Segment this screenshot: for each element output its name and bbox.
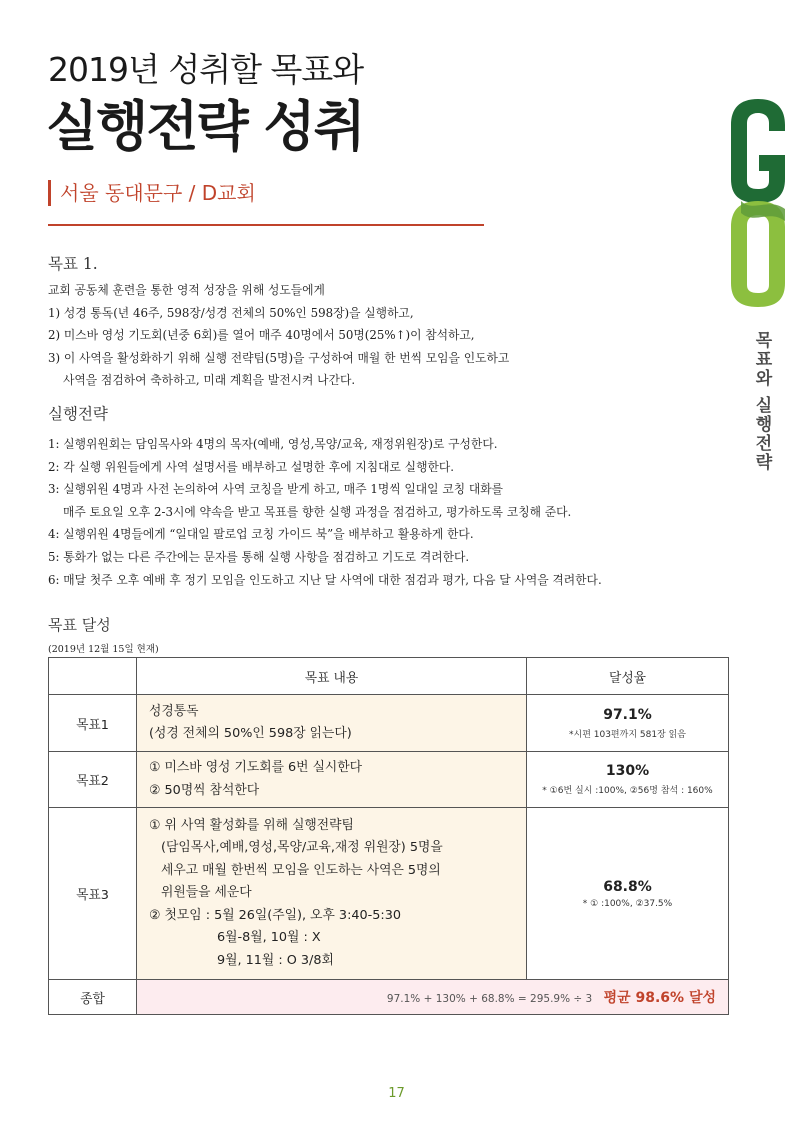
content-line: 9월, 11월 : O 3/8회 [217, 952, 334, 968]
content-line: 6월-8월, 10월 : X [217, 930, 321, 946]
page-number: 17 [388, 1086, 405, 1101]
row-label: 목표2 [49, 752, 137, 808]
table-row [49, 752, 729, 808]
table-total-row [49, 980, 729, 1015]
row-content [137, 808, 527, 980]
page-title: 실행전략 성취 [46, 95, 364, 158]
achievement-table [48, 657, 729, 1015]
header-content: 목표 내용 [137, 658, 527, 695]
row-content [137, 695, 527, 752]
goal1-line: 교회 공동체 훈련을 통한 영적 성장을 위해 성도들에게 [48, 283, 325, 297]
strategy-heading: 실행전략 [48, 405, 108, 423]
row-label: 목표1 [49, 695, 137, 752]
strategy-line: 매주 토요일 오후 2-3시에 약속을 받고 목표를 향한 실행 과정을 점검하고, 평가하도록 코칭해 준다. [63, 504, 572, 519]
row-content [137, 752, 527, 808]
page-subtitle: 2019년 성취할 목표와 [48, 50, 364, 89]
row-rate [527, 808, 729, 980]
rate-note: * ① :100%, ②37.5% [582, 898, 673, 909]
content-line: 위원들을 세운다 [161, 885, 252, 901]
strategy-line: 3: 실행위원 4명과 사전 논의하여 사역 코칭을 받게 하고, 매주 1명씩 일대일 코칭 대화를 [48, 482, 504, 497]
church-divider [48, 224, 484, 226]
rate-note: * ①6번 실시 :100%, ②56명 참석 : 160% [542, 786, 713, 796]
total-result: 평균 98.6% 달성 [603, 990, 716, 1006]
row-label: 목표3 [49, 808, 137, 980]
content-line: 성경통독 [149, 703, 199, 719]
achievement-heading: 목표 달성 [48, 616, 111, 634]
table-row [49, 808, 729, 980]
content-line: (담임목사,예배,영성,목양/교육,재정 위원장) 5명을 [161, 840, 443, 856]
strategy-body [48, 433, 602, 591]
content-line: ② 50명씩 참석한다 [149, 782, 260, 798]
header-empty-cell [49, 658, 137, 695]
total-formula: 97.1% + 130% + 68.8% = 295.9% ÷ 3 [386, 993, 593, 1005]
strategy-line: 4: 실행위원 4명들에게 “일대일 팔로업 코칭 가이드 북”을 배부하고 활용하게 한다. [48, 527, 474, 542]
content-line: (성경 전체의 50%인 598장 읽는다) [149, 726, 352, 741]
strategy-line: 5: 통화가 없는 다른 주간에는 문자를 통해 실행 사항을 점검하고 기도로 격려한다. [48, 549, 470, 564]
rate-note: *시편 103편까지 581장 읽음 [569, 729, 686, 740]
strategy-line: 2: 각 실행 위원들에게 사역 설명서를 배부하고 설명한 후에 지침대로 실행한다. [48, 459, 455, 474]
rate-value: 97.1% [603, 706, 652, 723]
go-logo-icon [729, 97, 787, 307]
content-line: ① 위 사역 활성화를 위해 실행전략팀 [149, 817, 354, 833]
goal1-line: 1) 성경 통독(년 46주, 598장/성경 전체의 50%인 598장)을 실행하고, [48, 305, 414, 320]
rate-value: 68.8% [603, 878, 652, 895]
side-vertical-label [752, 332, 776, 473]
content-line: 세우고 매월 한번씩 모임을 인도하는 사역은 5명의 [161, 862, 441, 878]
strategy-line: 6: 매달 첫주 오후 예배 후 정기 모임을 인도하고 지난 달 사역에 대한 점검과 평가, 다음 달 사역을 격려한다. [48, 572, 602, 587]
goal1-heading: 목표 1. [48, 255, 98, 273]
goal1-line: 2) 미스바 영성 기도회(년중 6회)를 열어 매주 40명에서 50명(25%↑)이 참석하고, [48, 328, 475, 343]
goal1-line: 사역을 점검하여 축하하고, 미래 계획을 발전시켜 나간다. [63, 373, 356, 388]
goal1-body [48, 279, 509, 392]
total-cell [137, 980, 729, 1015]
logo-g-shape [731, 99, 785, 203]
total-label: 종합 [49, 980, 137, 1015]
row-rate [527, 752, 729, 808]
as-of-date: (2019년 12월 15일 현재) [48, 644, 159, 655]
church-name: 서울 동대문구 / D교회 [48, 180, 256, 206]
table-header-row [49, 658, 729, 695]
rate-value: 130% [605, 763, 650, 779]
row-rate [527, 695, 729, 752]
strategy-line: 1: 실행위원회는 담임목사와 4명의 목자(예배, 영성,목양/교육, 재정위원장)로 구성한다. [48, 437, 498, 451]
table-row [49, 695, 729, 752]
content-line: ② 첫모임 : 5월 26일(주일), 오후 3:40-5:30 [149, 907, 402, 923]
content-line: ① 미스바 영성 기도회를 6번 실시한다 [149, 760, 363, 775]
side-vertical-text: 목 표 와 실 행 전 략 [755, 331, 773, 473]
header-rate: 달성율 [527, 658, 729, 695]
goal1-line: 3) 이 사역을 활성화하기 위해 실행 전략팀(5명)을 구성하여 매월 한 번씩 모임을 인도하고 [48, 350, 510, 365]
